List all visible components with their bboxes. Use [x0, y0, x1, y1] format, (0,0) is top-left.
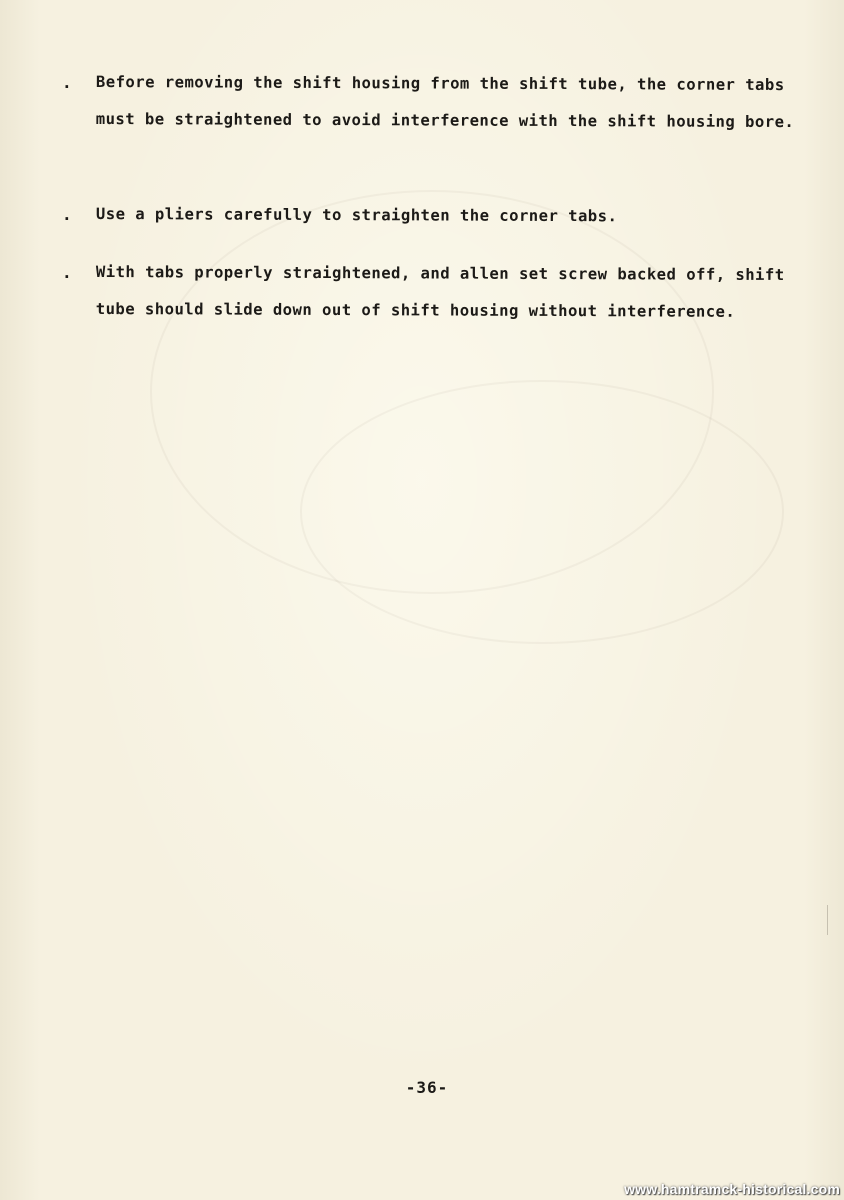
bullet-marker: .	[62, 205, 72, 224]
page-number: -36-	[405, 1078, 449, 1097]
bullet-text: Use a pliers carefully to straighten the corner tabs.	[95, 204, 618, 226]
bullet-marker: .	[62, 263, 72, 282]
bullet-text: With tabs properly straightened, and allen set screw backed off, shift tube should slide down out of shift housing without interference.	[95, 262, 785, 321]
watermark-text: www.hamtramck-historical.com	[624, 1181, 840, 1197]
edge-mark	[827, 905, 842, 935]
bullet-text: Before removing the shift housing from the shift tube, the corner tabs must be straightened to avoid interference with the shift housing bore.	[95, 72, 795, 132]
bleed-through-shape	[300, 380, 784, 644]
bullet-marker: .	[62, 73, 72, 92]
